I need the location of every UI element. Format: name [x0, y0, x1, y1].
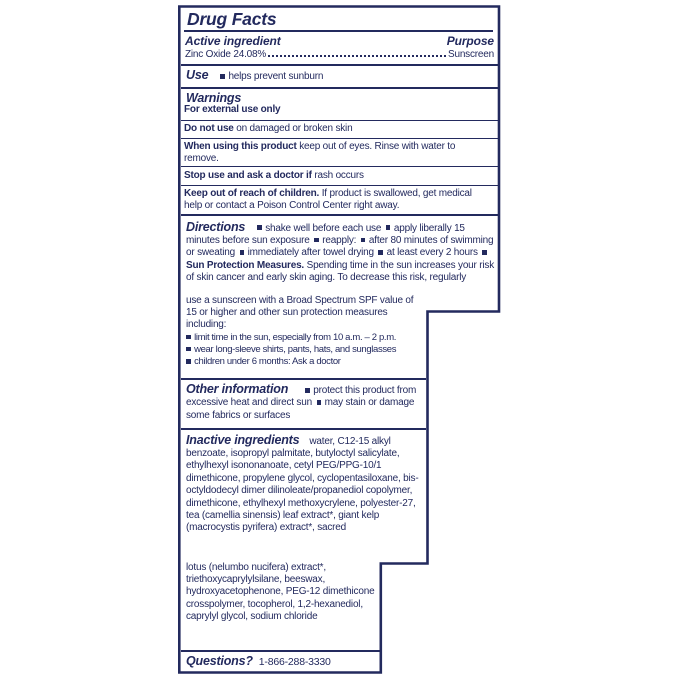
text-segment: Keep out of reach of children.: [184, 187, 320, 199]
bullet-icon: [317, 400, 322, 405]
section-divider: [181, 428, 427, 430]
section-divider: [181, 378, 427, 380]
bullet-icon: [186, 347, 191, 352]
warning-divider: [181, 138, 498, 139]
use-text: [218, 71, 323, 82]
active-ingredient-heading: Active ingredient: [185, 34, 281, 48]
direction-bullet-row: children under 6 months: Ask a doctor: [186, 356, 424, 368]
text-segment: Spending time in the sun increases your risk of skin cancer and early skin aging. To decrease this risk, regularly: [186, 259, 495, 284]
text-segment: on damaged or broken skin: [233, 122, 353, 134]
bullet-icon: [314, 238, 319, 243]
direction-bullet-row: wear long-sleeve shirts, pants, hats, and sunglasses: [186, 344, 424, 356]
warning-row: [184, 141, 492, 166]
bullet-icon: [305, 388, 310, 393]
inactive-ingredients-heading: Inactive ingredients: [186, 432, 300, 447]
drug-facts-title: Drug Facts: [187, 9, 277, 29]
warning-divider: [181, 185, 498, 186]
bullet-icon: [186, 335, 191, 340]
active-ingredient-value: Zinc Oxide 24.08%: [185, 48, 267, 60]
directions-heading: Directions: [186, 219, 246, 234]
text-segment: reapply:: [322, 234, 359, 246]
text-segment: apply liberally 15 minutes before sun exposure: [186, 222, 465, 246]
text-segment: Do not use: [184, 122, 234, 134]
bullet-icon: [361, 238, 366, 243]
other-information-heading: Other information: [186, 382, 289, 396]
text-segment: protect this product from excessive heat and direct sun: [186, 385, 417, 409]
title-divider: [184, 30, 493, 32]
external-use-text: For external use only: [184, 104, 281, 115]
text-segment: immediately after towel drying: [247, 247, 377, 259]
directions-continuation: use a sunscreen with a Broad Spectrum SPF value of 15 or higher and other sun protection measures including:: [186, 294, 414, 331]
text-segment: Sun Protection Measures.: [186, 259, 305, 271]
text-segment: rash occurs: [311, 169, 364, 181]
bullet-icon: [378, 250, 383, 255]
text-segment: If product is swallowed, get medical help or contact a Poison Control Center right away.: [184, 187, 472, 211]
section-divider: [181, 64, 498, 66]
text-segment: When using this product: [184, 141, 297, 152]
use-heading: Use: [186, 68, 209, 82]
text-segment: shake well before each use: [265, 222, 384, 234]
warning-row: [184, 188, 492, 213]
text-segment: at least every 2 hours: [386, 247, 481, 259]
text-segment: helps prevent sunburn: [228, 71, 324, 82]
inactive-ingredients-text: Inactive ingredients water, C12-15 alkyl benzoate, isopropyl palmitate, butyloctyl salicylate, ethylhexyl isononanoate, cetyl PEG/PPG-10/1 dimethicone, propylene glycol, cyclopentasiloxane, bis-octyldodecyl dimer dilinoleate/propanediol copolymer, dimethicone, ethylhexyl methoxycrylene, polyester-27, tea (camellia sinensis) leaf extract*, giant kelp (macrocystis pyrifera) extract*, sacred: [186, 432, 419, 534]
questions-heading: Questions?: [186, 654, 253, 668]
warning-divider: [181, 166, 498, 167]
text-segment: keep out of eyes. Rinse with water to remove.: [184, 141, 456, 165]
bullet-icon: [186, 359, 191, 364]
warnings-heading: Warnings: [186, 90, 242, 105]
warning-row: [184, 170, 492, 182]
bullet-icon: [386, 225, 391, 230]
purpose-heading: Purpose: [446, 34, 494, 48]
text-segment: may stain or damage some fabrics or surfaces: [186, 397, 415, 421]
directions-intro: [186, 221, 494, 295]
questions-phone: 1-866-288-3330: [258, 656, 331, 668]
inactive-ingredients-text-narrow: lotus (nelumbo nucifera) extract*, triethoxycaprylylsilane, beeswax, hydroxyacetophenone, PEG-12 dimethicone crosspolymer, tocopherol, 1,2-hexanediol, caprylyl glycol, sodium chloride: [186, 561, 375, 623]
warning-divider: [181, 120, 498, 121]
warning-row: [184, 123, 492, 135]
direction-bullet-row: limit time in the sun, especially from 10 a.m. – 2 p.m.: [186, 332, 424, 344]
section-divider: [181, 214, 498, 216]
section-divider: [181, 650, 380, 652]
bullet-icon: [257, 225, 262, 230]
purpose-value: Sunscreen: [447, 48, 494, 60]
text-segment: Stop use and ask a doctor if: [184, 169, 312, 181]
bullet-icon: [240, 250, 245, 255]
bullet-icon: [482, 250, 487, 255]
bullet-icon: [220, 74, 225, 79]
text-segment: after 80 minutes of swimming or sweating: [186, 234, 494, 259]
dot-leader: [268, 55, 446, 57]
section-divider: [181, 87, 498, 89]
